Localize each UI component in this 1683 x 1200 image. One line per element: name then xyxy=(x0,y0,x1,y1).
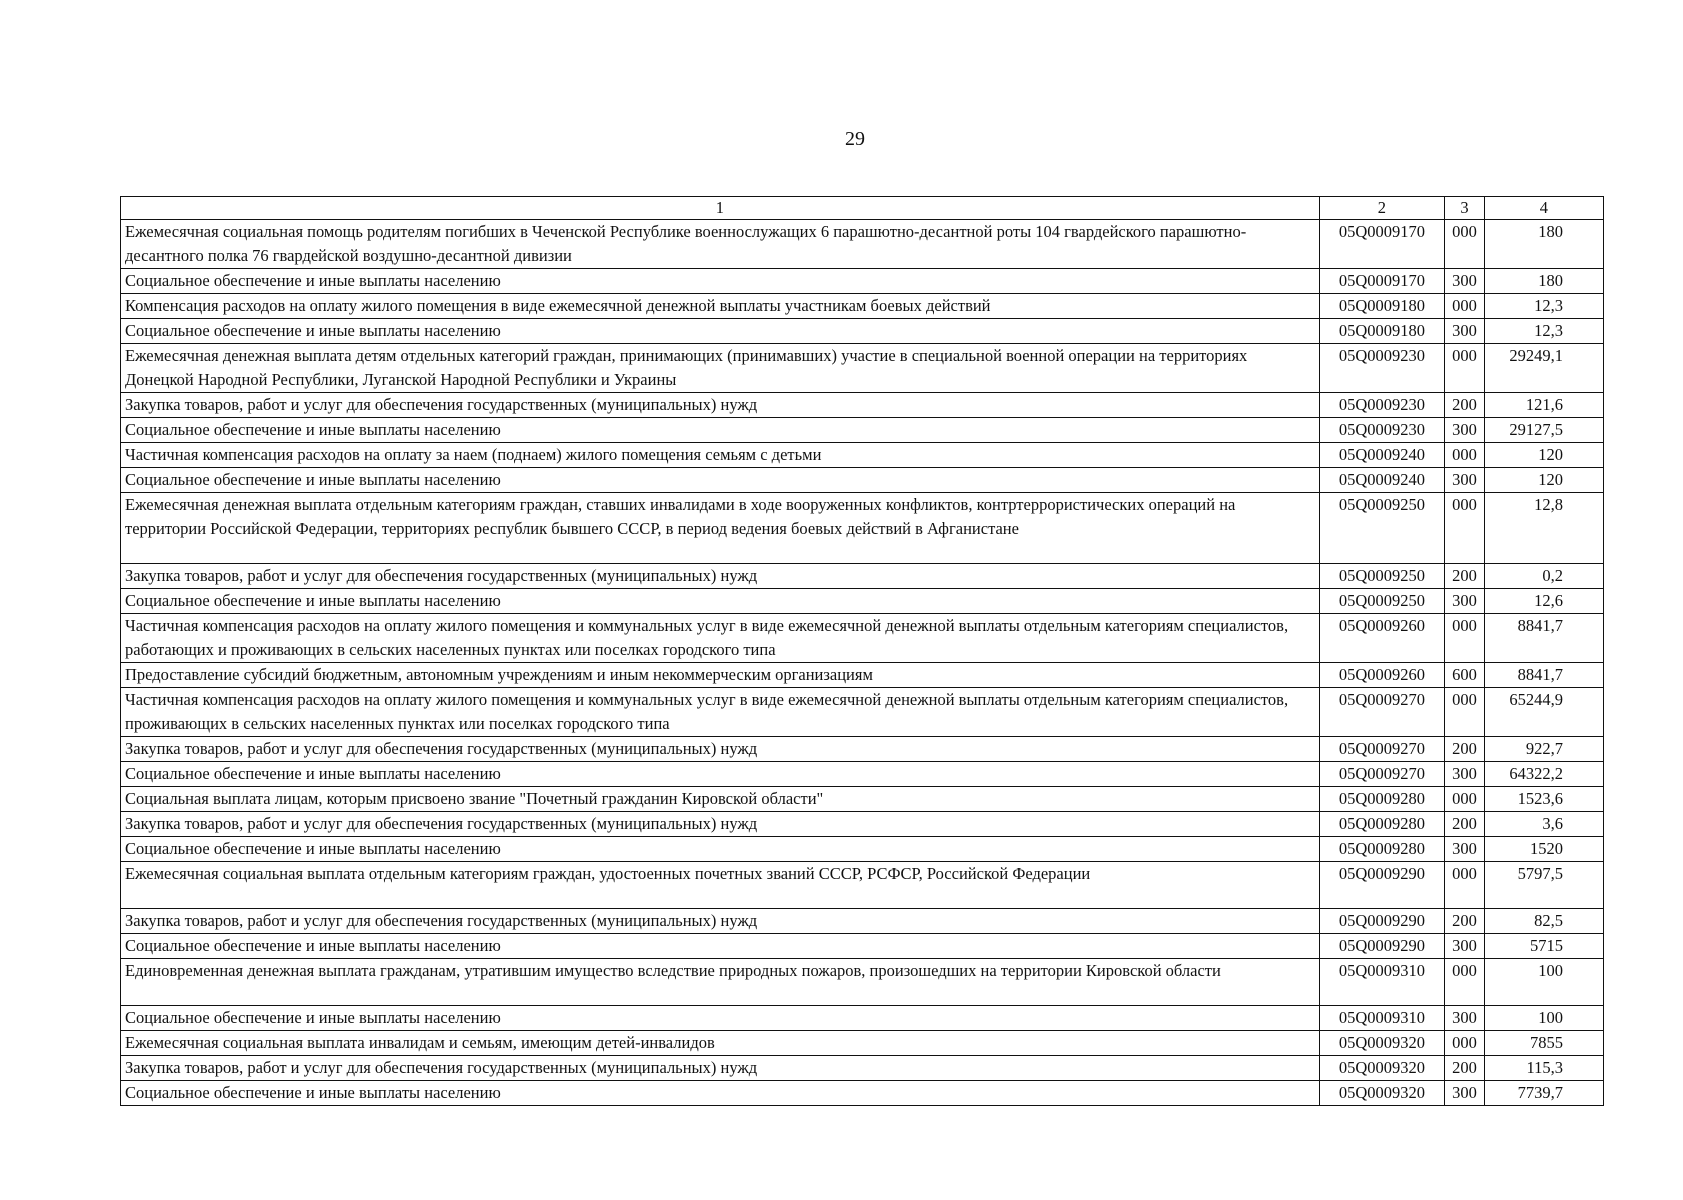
cell-code: 05Q0009320 xyxy=(1319,1056,1444,1081)
table-row xyxy=(121,269,1604,294)
cell-sum: 7739,7 xyxy=(1484,1081,1603,1106)
cell-sum: 8841,7 xyxy=(1484,614,1603,663)
table-row xyxy=(121,418,1604,443)
table-row xyxy=(121,443,1604,468)
table-row xyxy=(121,1031,1604,1056)
cell-name: Закупка товаров, работ и услуг для обеспечения государственных (муниципальных) нужд xyxy=(121,1056,1320,1081)
cell-sum: 12,8 xyxy=(1484,493,1603,564)
table-row xyxy=(121,688,1604,737)
table-row xyxy=(121,837,1604,862)
cell-sum: 65244,9 xyxy=(1484,688,1603,737)
cell-name: Закупка товаров, работ и услуг для обеспечения государственных (муниципальных) нужд xyxy=(121,393,1320,418)
cell-type: 300 xyxy=(1445,762,1485,787)
cell-code: 05Q0009240 xyxy=(1319,443,1444,468)
cell-type: 300 xyxy=(1445,269,1485,294)
table-row xyxy=(121,564,1604,589)
cell-sum: 7855 xyxy=(1484,1031,1603,1056)
cell-name: Компенсация расходов на оплату жилого помещения в виде ежемесячной денежной выплаты участникам боевых действий xyxy=(121,294,1320,319)
table-row xyxy=(121,294,1604,319)
cell-name: Единовременная денежная выплата гражданам, утратившим имущество вследствие природных пожаров, произошедших на территории Кировской области xyxy=(121,959,1320,1006)
table-row xyxy=(121,589,1604,614)
column-header: 2 xyxy=(1319,197,1444,220)
cell-sum: 120 xyxy=(1484,468,1603,493)
table-row xyxy=(121,762,1604,787)
cell-code: 05Q0009260 xyxy=(1319,614,1444,663)
cell-name: Социальное обеспечение и иные выплаты населению xyxy=(121,269,1320,294)
table-row xyxy=(121,220,1604,269)
cell-name: Социальное обеспечение и иные выплаты населению xyxy=(121,762,1320,787)
cell-type: 300 xyxy=(1445,418,1485,443)
cell-name: Социальное обеспечение и иные выплаты населению xyxy=(121,1081,1320,1106)
cell-sum: 180 xyxy=(1484,269,1603,294)
table-row xyxy=(121,493,1604,564)
cell-type: 300 xyxy=(1445,589,1485,614)
cell-code: 05Q0009270 xyxy=(1319,737,1444,762)
cell-type: 300 xyxy=(1445,1081,1485,1106)
cell-sum: 0,2 xyxy=(1484,564,1603,589)
cell-code: 05Q0009270 xyxy=(1319,762,1444,787)
cell-code: 05Q0009280 xyxy=(1319,812,1444,837)
cell-name: Социальное обеспечение и иные выплаты населению xyxy=(121,468,1320,493)
cell-type: 000 xyxy=(1445,1031,1485,1056)
cell-name: Социальное обеспечение и иные выплаты населению xyxy=(121,589,1320,614)
cell-type: 600 xyxy=(1445,663,1485,688)
cell-name: Закупка товаров, работ и услуг для обеспечения государственных (муниципальных) нужд xyxy=(121,564,1320,589)
column-header: 1 xyxy=(121,197,1320,220)
table-row xyxy=(121,909,1604,934)
cell-code: 05Q0009180 xyxy=(1319,294,1444,319)
cell-code: 05Q0009250 xyxy=(1319,493,1444,564)
cell-type: 300 xyxy=(1445,837,1485,862)
cell-code: 05Q0009250 xyxy=(1319,589,1444,614)
table-row xyxy=(121,1056,1604,1081)
cell-name: Социальное обеспечение и иные выплаты населению xyxy=(121,319,1320,344)
table-row xyxy=(121,787,1604,812)
cell-type: 200 xyxy=(1445,564,1485,589)
cell-name: Социальное обеспечение и иные выплаты населению xyxy=(121,418,1320,443)
table-row xyxy=(121,862,1604,909)
cell-type: 000 xyxy=(1445,294,1485,319)
cell-code: 05Q0009290 xyxy=(1319,909,1444,934)
cell-sum: 180 xyxy=(1484,220,1603,269)
cell-sum: 922,7 xyxy=(1484,737,1603,762)
cell-type: 300 xyxy=(1445,468,1485,493)
column-header: 3 xyxy=(1445,197,1485,220)
cell-sum: 3,6 xyxy=(1484,812,1603,837)
cell-sum: 12,3 xyxy=(1484,294,1603,319)
cell-name: Частичная компенсация расходов на оплату жилого помещения и коммунальных услуг в виде ежемесячной денежной выплаты отдельным категориям специалистов, проживающих в сельских населенных пунктах или поселках городского типа xyxy=(121,688,1320,737)
cell-code: 05Q0009250 xyxy=(1319,564,1444,589)
cell-type: 300 xyxy=(1445,1006,1485,1031)
cell-code: 05Q0009170 xyxy=(1319,220,1444,269)
table-row xyxy=(121,663,1604,688)
table-row xyxy=(121,344,1604,393)
cell-name: Социальное обеспечение и иные выплаты населению xyxy=(121,837,1320,862)
cell-name: Закупка товаров, работ и услуг для обеспечения государственных (муниципальных) нужд xyxy=(121,909,1320,934)
cell-name: Ежемесячная социальная выплата отдельным категориям граждан, удостоенных почетных званий СССР, РСФСР, Российской Федерации xyxy=(121,862,1320,909)
cell-sum: 1520 xyxy=(1484,837,1603,862)
cell-name: Ежемесячная денежная выплата детям отдельных категорий граждан, принимающих (принимавших) участие в специальной военной операции на территориях Донецкой Народной Республики, Луганской Народной Республики и Украины xyxy=(121,344,1320,393)
table-header-row xyxy=(121,197,1604,220)
cell-code: 05Q0009270 xyxy=(1319,688,1444,737)
table-row xyxy=(121,812,1604,837)
cell-code: 05Q0009280 xyxy=(1319,837,1444,862)
cell-name: Предоставление субсидий бюджетным, автономным учреждениям и иным некоммерческим организациям xyxy=(121,663,1320,688)
cell-code: 05Q0009310 xyxy=(1319,1006,1444,1031)
cell-type: 200 xyxy=(1445,909,1485,934)
table-row xyxy=(121,934,1604,959)
cell-code: 05Q0009290 xyxy=(1319,862,1444,909)
cell-type: 000 xyxy=(1445,959,1485,1006)
cell-sum: 1523,6 xyxy=(1484,787,1603,812)
cell-sum: 29127,5 xyxy=(1484,418,1603,443)
cell-type: 300 xyxy=(1445,934,1485,959)
table-row xyxy=(121,614,1604,663)
cell-name: Ежемесячная денежная выплата отдельным категориям граждан, ставших инвалидами в ходе вооруженных конфликтов, контртеррористических операций на территории Российской Федерации, территориях республик бывшего СССР, в период ведения боевых действий в Афганистане xyxy=(121,493,1320,564)
cell-sum: 121,6 xyxy=(1484,393,1603,418)
cell-code: 05Q0009180 xyxy=(1319,319,1444,344)
cell-sum: 12,3 xyxy=(1484,319,1603,344)
cell-code: 05Q0009280 xyxy=(1319,787,1444,812)
cell-name: Социальное обеспечение и иные выплаты населению xyxy=(121,1006,1320,1031)
cell-sum: 5797,5 xyxy=(1484,862,1603,909)
cell-code: 05Q0009260 xyxy=(1319,663,1444,688)
table-row xyxy=(121,959,1604,1006)
cell-code: 05Q0009290 xyxy=(1319,934,1444,959)
cell-type: 000 xyxy=(1445,862,1485,909)
cell-type: 000 xyxy=(1445,688,1485,737)
cell-sum: 82,5 xyxy=(1484,909,1603,934)
cell-code: 05Q0009320 xyxy=(1319,1031,1444,1056)
cell-type: 000 xyxy=(1445,344,1485,393)
cell-sum: 100 xyxy=(1484,1006,1603,1031)
table-row xyxy=(121,393,1604,418)
cell-sum: 8841,7 xyxy=(1484,663,1603,688)
table-row xyxy=(121,1006,1604,1031)
cell-type: 000 xyxy=(1445,614,1485,663)
cell-sum: 64322,2 xyxy=(1484,762,1603,787)
cell-type: 300 xyxy=(1445,319,1485,344)
cell-code: 05Q0009170 xyxy=(1319,269,1444,294)
cell-name: Закупка товаров, работ и услуг для обеспечения государственных (муниципальных) нужд xyxy=(121,737,1320,762)
cell-name: Социальная выплата лицам, которым присвоено звание "Почетный гражданин Кировской области" xyxy=(121,787,1320,812)
cell-code: 05Q0009230 xyxy=(1319,418,1444,443)
cell-name: Частичная компенсация расходов на оплату жилого помещения и коммунальных услуг в виде ежемесячной денежной выплаты отдельным категориям специалистов, работающих и проживающих в сельских населенных пунктах или поселках городского типа xyxy=(121,614,1320,663)
cell-sum: 5715 xyxy=(1484,934,1603,959)
cell-type: 000 xyxy=(1445,443,1485,468)
cell-sum: 29249,1 xyxy=(1484,344,1603,393)
cell-type: 000 xyxy=(1445,220,1485,269)
cell-code: 05Q0009320 xyxy=(1319,1081,1444,1106)
cell-name: Ежемесячная социальная выплата инвалидам и семьям, имеющим детей-инвалидов xyxy=(121,1031,1320,1056)
cell-name: Ежемесячная социальная помощь родителям погибших в Чеченской Республике военнослужащих 6 парашютно-десантной роты 104 гвардейского парашютно-десантного полка 76 гвардейской воздушно-десантной дивизии xyxy=(121,220,1320,269)
cell-code: 05Q0009230 xyxy=(1319,344,1444,393)
cell-sum: 120 xyxy=(1484,443,1603,468)
table-row xyxy=(121,737,1604,762)
cell-type: 200 xyxy=(1445,737,1485,762)
cell-code: 05Q0009310 xyxy=(1319,959,1444,1006)
cell-type: 000 xyxy=(1445,787,1485,812)
table-row xyxy=(121,1081,1604,1106)
cell-name: Социальное обеспечение и иные выплаты населению xyxy=(121,934,1320,959)
cell-sum: 115,3 xyxy=(1484,1056,1603,1081)
cell-type: 200 xyxy=(1445,812,1485,837)
table-row xyxy=(121,468,1604,493)
cell-type: 000 xyxy=(1445,493,1485,564)
budget-table xyxy=(120,196,1604,1106)
cell-sum: 12,6 xyxy=(1484,589,1603,614)
page-number: 29 xyxy=(845,128,865,150)
table-row xyxy=(121,319,1604,344)
cell-type: 200 xyxy=(1445,393,1485,418)
cell-code: 05Q0009230 xyxy=(1319,393,1444,418)
cell-sum: 100 xyxy=(1484,959,1603,1006)
cell-type: 200 xyxy=(1445,1056,1485,1081)
cell-name: Закупка товаров, работ и услуг для обеспечения государственных (муниципальных) нужд xyxy=(121,812,1320,837)
cell-code: 05Q0009240 xyxy=(1319,468,1444,493)
column-header: 4 xyxy=(1484,197,1603,220)
cell-name: Частичная компенсация расходов на оплату за наем (поднаем) жилого помещения семьям с детьми xyxy=(121,443,1320,468)
